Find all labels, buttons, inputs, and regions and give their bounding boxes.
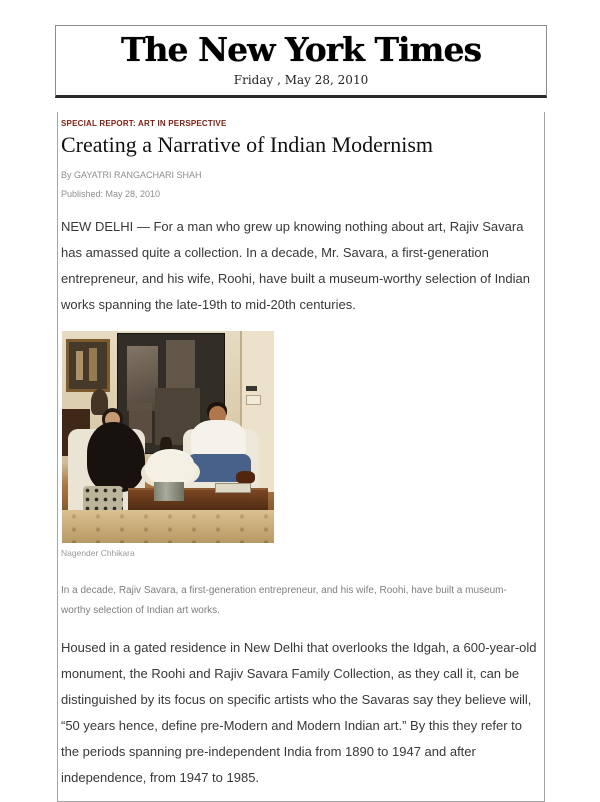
- published-date: Published: May 28, 2010: [61, 189, 161, 199]
- photo-flower-vase: [154, 482, 184, 501]
- photo-painting-shape: [127, 346, 159, 411]
- photo-credit: Nagender Chhikara: [61, 548, 135, 558]
- photo-tufted-ottoman: [62, 510, 274, 543]
- photo-painting-shape: [166, 340, 196, 390]
- section-kicker: SPECIAL REPORT: ART IN PERSPECTIVE: [61, 119, 227, 128]
- byline: By GAYATRI RANGACHARI SHAH: [61, 170, 202, 180]
- article-headline: Creating a Narrative of Indian Modernism: [61, 132, 434, 157]
- masthead: [55, 25, 547, 98]
- photo-books: [215, 483, 251, 493]
- photo-artwork-figure: [89, 348, 97, 381]
- body-paragraph: NEW DELHI — For a man who grew up knowing nothing about art, Rajiv Savara has amassed quite a collection. In a decade, Mr. Savara, a first-generation entrepreneur, and his wife, Roohi, have built a museum-worthy selection of Indian works spanning the late-19th to mid-20th centuries.: [61, 219, 530, 312]
- photo-framed-artwork: [66, 339, 110, 392]
- article-container: [57, 112, 545, 802]
- photo-caption: In a decade, Rajiv Savara, a first-generation entrepreneur, and his wife, Roohi, have built a museum-worthy selection of Indian art works.: [61, 585, 507, 616]
- body-paragraph: Housed in a gated residence in New Delhi that overlooks the Idgah, a 600-year-old monument, the Roohi and Rajiv Savara Family Collection, as they call it, can be distinguished by its focus on specific artists who the Savaras say they believe will, “50 years hence, define pre-Modern and Modern Indian art.” By this they refer to the periods spanning pre-independent India from 1890 to 1947 and after independence, from 1947 to 1985.: [61, 640, 537, 785]
- photo-artwork-figure: [76, 351, 83, 380]
- photo-light-switch: [246, 395, 261, 405]
- photo-thermostat: [246, 386, 257, 391]
- photo-woman-figure: [87, 422, 144, 492]
- article-photo: [62, 331, 274, 543]
- nyt-logo: The New York Times: [120, 30, 482, 69]
- masthead-date: Friday , May 28, 2010: [233, 73, 369, 87]
